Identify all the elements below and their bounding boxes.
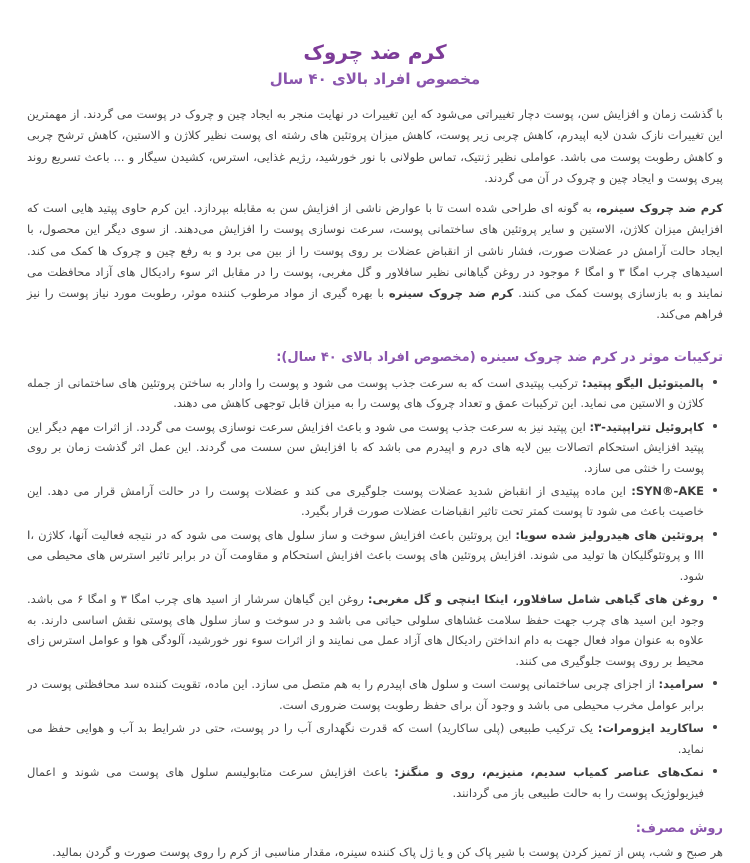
ingredient-term: روغن های گیاهی شامل سافلاور، اینکا اینچی و گل مغربی: (367, 592, 704, 607)
intro-paragraph: با گذشت زمان و افزایش سن، پوست دچار تغییراتی می‌شود که این تغییرات در نهایت منجر به ایجاد چین و چروک در پوست می گردند. از مهمترین این تغییرات نازک شدن لایه اپیدرم، کاهش چربی زیر پوست، کاهش میزان پروتئین های رشته ای پوست نظیر کلاژن و الاستین، کاهش ترشح چربی و کاهش رطوبت پوست می باشد. عواملی نظیر ژنتیک، تماس طولانی با نور خورشید، رژیم غذایی، استرس، کشیدن سیگار و ... باعث تسریع روند پیری پوست و ایجاد چین و چروک در آن می گردند. (27, 107, 723, 185)
ingredient-text: باعث افزایش سرعت متابولیسم سلول های پوست می شوند و اعمال فیزیولوژیک پوست را به حالت طبیعی باز می گردانند. (27, 765, 704, 800)
usage-text: هر صبح و شب، پس از تمیز کردن پوست با شیر پاک کن و یا ژل پاک کننده سینره، مقدار مناسبی از کرم را روی پوست صورت و گردن بمالید. (52, 845, 723, 860)
ingredient-term: ساکارید ایزومرات: (597, 721, 704, 736)
ingredient-item-palmitoyl-oligopeptide (27, 373, 717, 414)
ingredient-text: از اجزای چربی ساختمانی پوست است و سلول های اپیدرم را به هم متصل می سازد. این ماده، تقویت کننده سد محافظتی پوست در برابر عوامل مخرب محیطی می باشد و وجود آن برای حفظ رطوبت پوست ضروری است. (27, 677, 704, 712)
ingredient-text: روغن این گیاهان سرشار از اسید های چرب امگا ۳ و امگا ۶ می باشد. وجود این اسید های چرب جهت حفظ سلامت غشاهای سلولی حیاتی می باشد و در سوخت و ساز سلول های پوستی نقش اساسی دارند. به علاوه به عنوان مواد فعال جهت به دام انداختن رادیکال های آزاد عمل می نمایند و از اثرات سوء نور خورشید، آلودگی هوا و عوامل استرس زای محیط بر روی پوست جلوگیری می کنند. (27, 592, 704, 668)
bullet-icon (713, 725, 717, 729)
ingredient-text: یک ترکیب طبیعی (پلی ساکارید) است که قدرت نگهداری آب را در پوست، حتی در شرایط بد آب و هوایی حفظ می نماید. (27, 721, 704, 756)
ingredient-list (27, 373, 723, 803)
bullet-icon (713, 532, 717, 536)
usage-heading: روش مصرف: (635, 821, 723, 837)
ingredients-heading: ترکیبات موثر در کرم ضد چروک سینره (مخصوص افراد بالای ۴۰ سال): (276, 349, 723, 365)
ingredient-item-ceramide (27, 674, 717, 715)
bullet-icon (713, 488, 717, 492)
product-description-text-2: با بهره گیری از مواد مرطوب کننده موثر، رطوبت مورد نیاز پوست را نیز فراهم می‌کند. (27, 286, 723, 322)
ingredient-text: ترکیب پپتیدی است که به سرعت جذب پوست می شود و پوست را وادار به ساختن پروتئین های ساختمانی از جمله کلاژن و الاستین می نماید. این ترکیبات عمق و تعداد چروک های پوست را به میزان قابل توجهی کاهش می دهند. (27, 375, 704, 411)
page-title: کرم ضد چروک (303, 40, 447, 64)
bullet-icon (713, 380, 717, 384)
product-name-bold: کرم ضد چروک سینره، (595, 201, 723, 216)
ingredient-item-hydrolyzed-soy-protein (27, 525, 717, 586)
ingredient-item-plant-oils (27, 589, 717, 671)
ingredient-item-trace-element-salts (27, 762, 717, 803)
product-description-paragraph (27, 198, 723, 326)
ingredient-term: کاپروئیل تتراپپتید-۳: (589, 419, 704, 434)
product-name-bold-2: کرم ضد چروک سینره (388, 286, 514, 301)
bullet-icon (713, 769, 717, 773)
ingredient-term: پروتئین های هیدرولیز شده سویا: (515, 527, 704, 542)
bullet-icon (713, 681, 717, 685)
ingredient-term: پالمیتوئیل الیگو پپتید: (582, 375, 704, 390)
ingredient-item-syn-ake (27, 481, 717, 522)
ingredient-text: این پروتئین باعث افزایش سوخت و ساز سلول های پوست می شود که در نتیجه فعالیت آنها، کلاژن I، III و پروتئوگلیکان ها تولید می شوند. افزایش پروتئین های پوست باعث افزایش استحکام و مقاومت آن در برابر تاثیر استرس های محیطی می شود. (27, 527, 704, 583)
ingredient-term: سرامید: (658, 677, 704, 692)
bullet-icon (713, 596, 717, 600)
ingredient-item-saccharide-isomerate (27, 718, 717, 759)
ingredient-text: این پپتید نیز به سرعت جذب پوست می شود و باعث افزایش سرعت نوسازی پوست می گردد. از اثرات مهم دیگر این پپتید افزایش استحکام اتصالات بین لایه های درم و اپیدرم می باشد که با افزایش سن سست می گردند. این عمل اثر گذشت زمان بر روی پوست را خنثی می سازد. (27, 419, 704, 475)
ingredient-text: این ماده پپتیدی از انقباض شدید عضلات پوست جلوگیری می کند و عضلات پوست را در حالت آرامش قرار می دهد. این خاصیت باعث می شود تا پوست کمتر تحت تاثیر انقباضات عضلات صورت قرار بگیرد. (27, 484, 704, 519)
bullet-icon (713, 424, 717, 428)
ingredient-term: SYN®-AKE: (631, 484, 704, 498)
page-subtitle: مخصوص افراد بالای ۴۰ سال (269, 70, 481, 88)
product-description-text-1: به گونه ای طراحی شده است تا با عوارض ناشی از افزایش سن به مقابله بپردازد. این کرم حاوی پپتید هایی است که افزایش میزان کلاژن، الاستین و سایر پروتئین های ساختمانی پوست، سرعت نوسازی پوست را افزایش می‌دهند. از سوی دیگر این محصول، با ایجاد حالت آرامش در عضلات صورت، فشار ناشی از انقباض عضلات بر روی پوست را از بین می برد و به رفع چین و چروک ها کمک می کند. اسیدهای چرب امگا ۳ و امگا ۶ موجود در روغن گیاهانی نظیر سافلاور و گل مغربی، پوست را در مقابل اثر سوء رادیکال های آزاد محافظت می نمایند و به بازسازی پوست کمک می کنند. (27, 201, 724, 301)
ingredient-item-caprooyl-tetrapeptide (27, 417, 717, 478)
ingredient-term: نمک‌های عناصر کمیاب سدیم، منیزیم، روی و منگنز: (394, 765, 704, 780)
